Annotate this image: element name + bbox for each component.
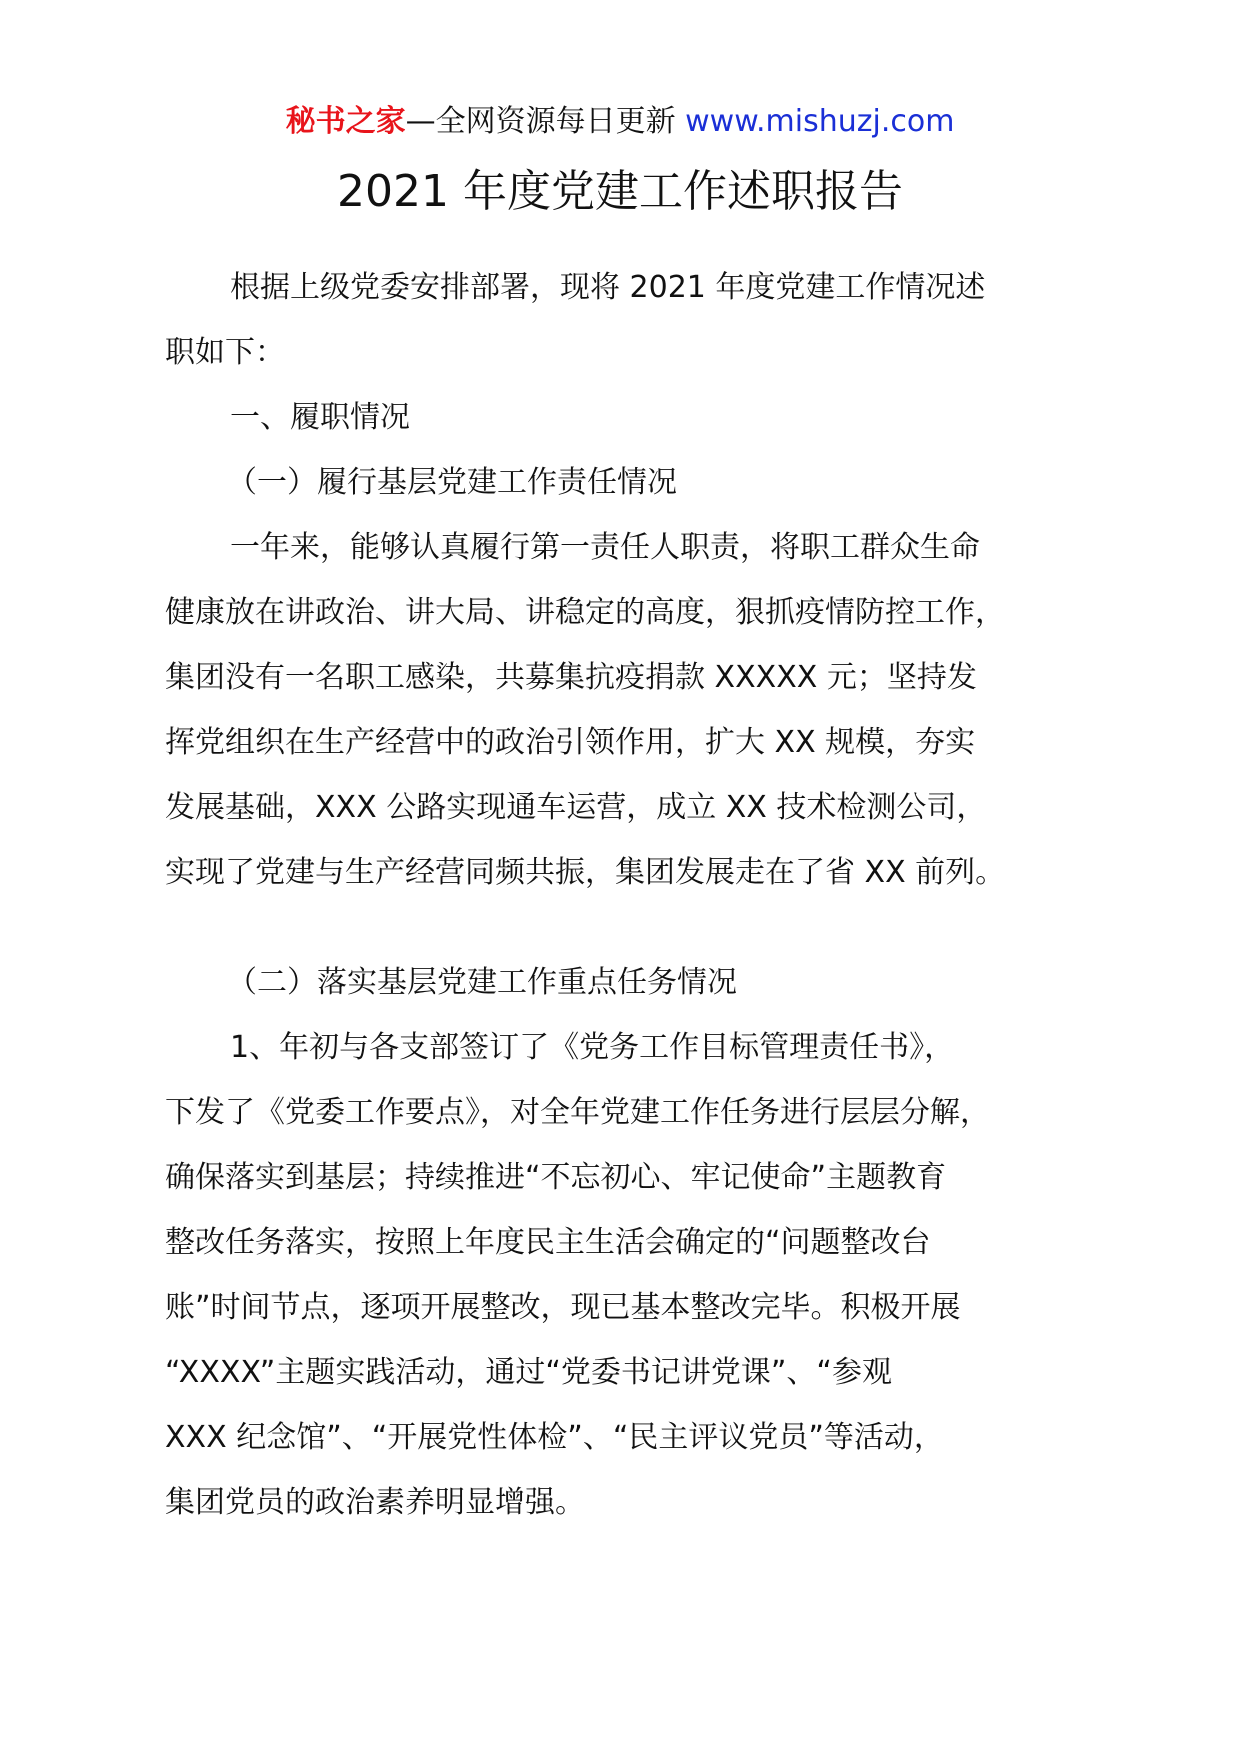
paragraph-line: 一年来，能够认真履行第一责任人职责，将职工群众生命 xyxy=(230,530,980,565)
paragraph-line: “XXXX”主题实践活动，通过“党委书记讲党课”、“参观 xyxy=(165,1355,892,1390)
paragraph-line: 发展基础，XXX 公路实现通车运营，成立 XX 技术检测公司， xyxy=(165,790,987,825)
section-heading: 一、履职情况 xyxy=(230,400,410,435)
header-tagline: —全网资源每日更新 xyxy=(405,104,686,139)
paragraph-line: 健康放在讲政治、讲大局、讲稳定的高度，狠抓疫情防控工作， xyxy=(165,595,1005,630)
paragraph-line: 1、年初与各支部签订了《党务工作目标管理责任书》， xyxy=(230,1030,955,1065)
site-header xyxy=(0,100,1240,144)
paragraph-line: 职如下： xyxy=(165,335,285,370)
subsection-heading: （二）落实基层党建工作重点任务情况 xyxy=(227,965,737,1000)
document-body xyxy=(165,255,1095,1535)
website-link[interactable]: www.mishuzj.com xyxy=(685,104,955,139)
paragraph-line: 集团没有一名职工感染，共募集抗疫捐款 XXXXX 元；坚持发 xyxy=(165,660,977,695)
subsection-heading: （一）履行基层党建工作责任情况 xyxy=(227,465,677,500)
paragraph-line: 账”时间节点，逐项开展整改，现已基本整改完毕。积极开展 xyxy=(165,1290,961,1325)
paragraph-line: 实现了党建与生产经营同频共振，集团发展走在了省 XX 前列。 xyxy=(165,855,1006,890)
document-title: 2021 年度党建工作述职报告 xyxy=(337,166,903,217)
paragraph-gap xyxy=(165,905,1095,950)
paragraph-line: 整改任务落实，按照上年度民主生活会确定的“问题整改台 xyxy=(165,1225,931,1260)
paragraph-line: 下发了《党委工作要点》，对全年党建工作任务进行层层分解， xyxy=(165,1095,990,1130)
brand-name: 秘书之家 xyxy=(285,104,406,139)
paragraph-line: 集团党员的政治素养明显增强。 xyxy=(165,1485,585,1520)
paragraph-line: 挥党组织在生产经营中的政治引领作用，扩大 XX 规模，夯实 xyxy=(165,725,976,760)
paragraph-line: 根据上级党委安排部署，现将 2021 年度党建工作情况述 xyxy=(230,270,986,305)
paragraph-line: 确保落实到基层；持续推进“不忘初心、牢记使命”主题教育 xyxy=(165,1160,947,1195)
paragraph-line: XXX 纪念馆”、“开展党性体检”、“民主评议党员”等活动， xyxy=(165,1420,944,1455)
